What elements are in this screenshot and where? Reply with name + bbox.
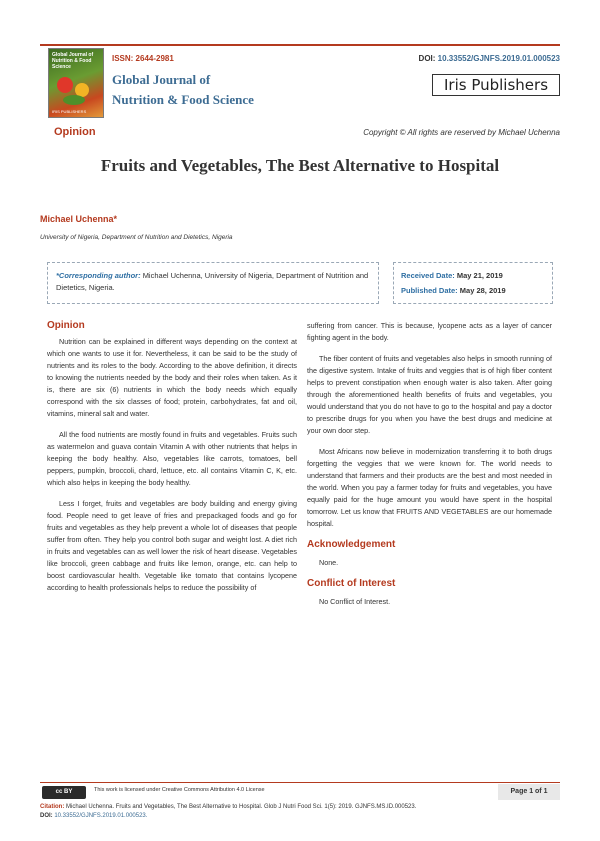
dates-box: [393, 262, 553, 304]
license-text: This work is licensed under Creative Commons Attribution 4.0 License: [94, 787, 265, 793]
cover-publisher: IRIS PUBLISHERS: [52, 109, 87, 114]
page-number: Page 1 of 1: [498, 784, 560, 800]
published-date-label: Published Date:: [401, 286, 458, 295]
paragraph: Less I forget, fruits and vegetables are body building and energy giving food. People need to get leave of fries and prepackaged foods and go for fruits and vegetables as they help prevent a whole lot of diseases that people suffer from often. They help you control both sugar and weight lost. A diet rich in fruits and vegetables can as well lower the risk of heart disease. Vegetables like broccoli, green cabbage and fruits like lemon, orange, etc. can help to boost cardiovascular health. Vegetable like tomato that contains lycopene according to health professionals helps to reduce the possibility of: [47, 499, 297, 592]
footer-doi-label: DOI:: [40, 813, 53, 819]
citation-text: Michael Uchenna. Fruits and Vegetables, The Best Alternative to Hospital. Glob J Nutri Food Sci. 1(5): 2019. GJNFS.MS.ID.000523.: [66, 804, 417, 810]
received-date-value: May 21, 2019: [456, 271, 503, 280]
journal-cover-image: [48, 48, 104, 118]
journal-name: [112, 70, 254, 110]
cover-fruit-shape: [57, 77, 73, 93]
article-type: Opinion: [54, 126, 96, 138]
paragraph: Nutrition can be explained in different ways depending on the context at which one wants to use it for. Nevertheless, it can be said to be the study of nutrients and its roles to the body. According to the above definition, it directs to knowing the nutrients needed by the body and their roles when taken. As it is, there are six (6) nutrients in which the body needs which equally correspond with the six classes of food; protein, carbohydrates, fat and oil, vitamins, mineral salt and water.: [47, 337, 297, 418]
acknowledgement-text: None.: [319, 558, 339, 567]
author-affiliation: University of Nigeria, Department of Nutrition and Dietetics, Nigeria: [40, 234, 233, 241]
author-name: Michael Uchenna*: [40, 214, 118, 224]
journal-name-line2: Nutrition & Food Science: [112, 92, 254, 107]
issn: ISSN: 2644-2981: [112, 54, 174, 63]
right-column: [307, 320, 552, 617]
footer-doi-link[interactable]: 10.33552/GJNFS.2019.01.000523.: [54, 813, 148, 819]
acknowledgement-heading: Acknowledgement: [307, 539, 396, 550]
published-date-value: May 28, 2019: [459, 286, 506, 295]
left-column: [47, 336, 297, 603]
cc-license-icon[interactable]: cc BY: [42, 786, 86, 799]
cover-leaf-shape: [63, 95, 85, 105]
received-date-label: Received Date:: [401, 271, 455, 280]
publisher-logo: Iris Publishers: [432, 74, 560, 96]
citation-label: Citation:: [40, 804, 65, 810]
paragraph: The fiber content of fruits and vegetables also helps in smooth running of the digestive system. Intake of fruits and veggies that is of high fiber content helps to prevent constipation when enough water is also taken. After going through the aforementioned health benefits of fruits and vegetables, you would understand that you do not have to go to the hospital and pay a doctor to prescribe drugs for you when you have the best drugs and medicine at your own door step.: [307, 354, 552, 435]
conflict-of-interest-text: No Conflict of Interest.: [319, 597, 391, 606]
paragraph: All the food nutrients are mostly found in fruits and vegetables. Fruits such as watermelon and guava contain Vitamin A with other nutrients that helps in keeping the body healthy. Also, vegetables like carrots, tomatoes, bell peppers, pumpkin, broccoli, chard, lettuce, etc. all contains Vitamin C, K, etc. which also helps in keeping the body healthy.: [47, 430, 297, 487]
opinion-heading: Opinion: [47, 320, 85, 331]
doi-link[interactable]: 10.33552/GJNFS.2019.01.000523: [437, 54, 560, 63]
paragraph: suffering from cancer. This is because, lycopene acts as a layer of cancer fighting agent in the body.: [307, 321, 552, 342]
corresponding-author-box: [47, 262, 379, 304]
doi-label: DOI:: [418, 54, 436, 63]
citation: [40, 803, 560, 821]
corresponding-author-text: Michael Uchenna, University of Nigeria, Department of Nutrition and Dietetics, Nigeria.: [56, 271, 369, 292]
doi: [419, 54, 560, 63]
corresponding-author-label: *Corresponding author:: [56, 271, 141, 280]
article-title: Fruits and Vegetables, The Best Alternative to Hospital: [100, 156, 500, 175]
footer-rule: [40, 782, 560, 783]
cover-title: Global Journal of Nutrition & Food Science: [52, 52, 94, 70]
paragraph: Most Africans now believe in modernization transferring it to both drugs forgetting the veggies that we were known for. The world needs to understand that farmers and their products are the best and most needed in the world. When you pay a farmer today for fruits and vegetables, you have equally paid for the huge amount you would have spent in the hospital tomorrow. Let us know that FRUITS AND VEGETABLES are our homemade hospital.: [307, 447, 552, 528]
copyright-notice: Copyright © All rights are reserved by Michael Uchenna: [363, 128, 560, 137]
conflict-of-interest-heading: Conflict of Interest: [307, 578, 396, 589]
journal-name-line1: Global Journal of: [112, 72, 211, 87]
